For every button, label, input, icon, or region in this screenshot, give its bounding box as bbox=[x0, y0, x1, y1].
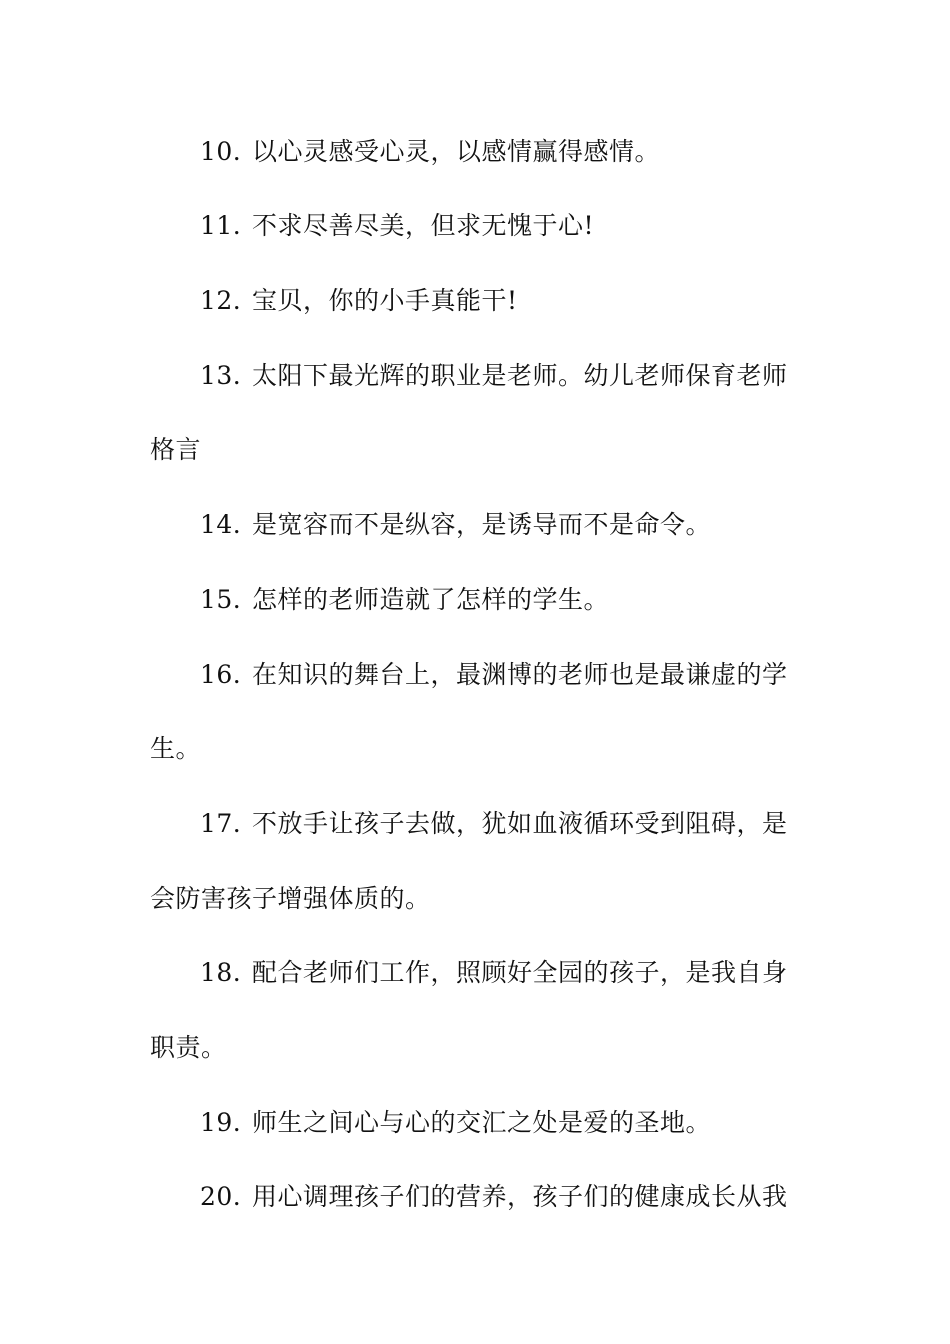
list-item bbox=[200, 585, 800, 615]
item-number: 18. bbox=[200, 958, 242, 987]
item-number: 10. bbox=[200, 137, 242, 166]
list-item bbox=[200, 660, 800, 690]
item-text: 不放手让孩子去做，犹如血液循环受到阻碍，是 bbox=[252, 809, 788, 838]
item-number: 15. bbox=[200, 585, 242, 614]
item-number: 16. bbox=[200, 660, 242, 689]
item-text: 师生之间心与心的交汇之处是爱的圣地。 bbox=[252, 1108, 712, 1137]
list-item bbox=[200, 958, 800, 988]
list-item-continuation: 格言 bbox=[150, 435, 202, 464]
item-text: 用心调理孩子们的营养，孩子们的健康成长从我 bbox=[252, 1182, 788, 1211]
list-item bbox=[200, 211, 800, 241]
item-text: 是宽容而不是纵容，是诱导而不是命令。 bbox=[252, 510, 712, 539]
item-text: 宝贝，你的小手真能干! bbox=[252, 286, 518, 315]
item-number: 17. bbox=[200, 809, 242, 838]
list-item bbox=[200, 809, 800, 839]
item-number: 11. bbox=[200, 211, 242, 240]
item-text: 以心灵感受心灵，以感情赢得感情。 bbox=[252, 137, 661, 166]
item-text: 配合老师们工作，照顾好全园的孩子，是我自身 bbox=[252, 958, 788, 987]
list-item-continuation: 会防害孩子增强体质的。 bbox=[150, 884, 431, 913]
list-item bbox=[200, 361, 800, 391]
list-item bbox=[200, 1108, 800, 1138]
list-item bbox=[200, 137, 800, 167]
item-number: 12. bbox=[200, 286, 242, 315]
list-item bbox=[200, 510, 800, 540]
item-text: 太阳下最光辉的职业是老师。幼儿老师保育老师 bbox=[252, 361, 788, 390]
list-item-continuation: 生。 bbox=[150, 734, 202, 763]
item-text: 在知识的舞台上，最渊博的老师也是最谦虚的学 bbox=[252, 660, 788, 689]
list-item bbox=[200, 1182, 800, 1212]
item-number: 14. bbox=[200, 510, 242, 539]
list-item-continuation: 职责。 bbox=[150, 1033, 227, 1062]
item-text: 不求尽善尽美，但求无愧于心! bbox=[252, 211, 595, 240]
item-number: 13. bbox=[200, 361, 242, 390]
item-number: 19. bbox=[200, 1108, 242, 1137]
item-text: 怎样的老师造就了怎样的学生。 bbox=[252, 585, 610, 614]
item-number: 20. bbox=[200, 1182, 242, 1211]
list-item bbox=[200, 286, 800, 316]
